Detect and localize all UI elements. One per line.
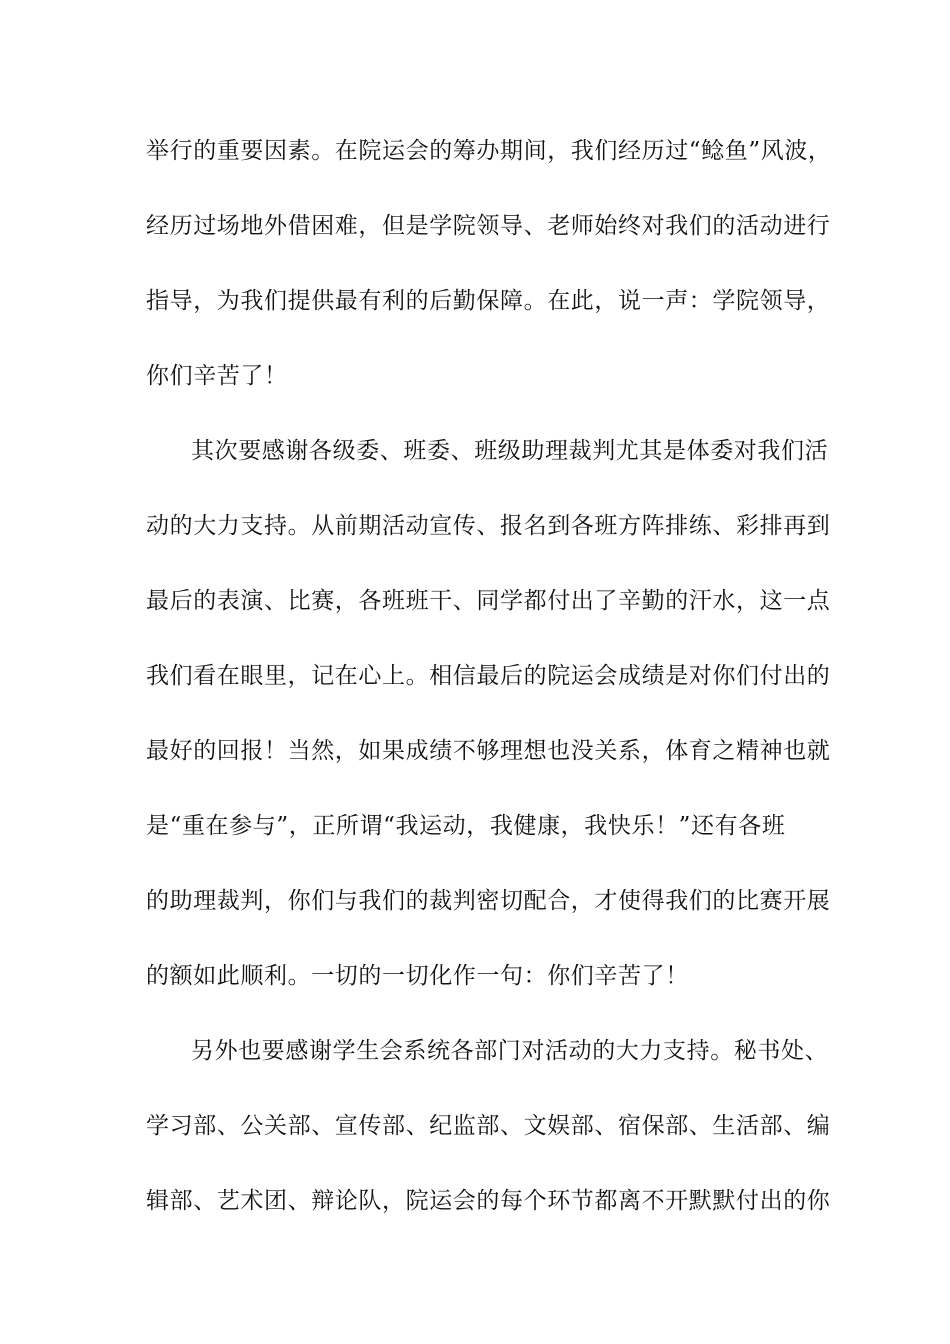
text-line: 最好的回报！当然，如果成绩不够理想也没关系，体育之精神也就 (146, 738, 831, 764)
text-line: 学习部、公关部、宣传部、纪监部、文娱部、宿保部、生活部、编 (146, 1113, 831, 1139)
paragraph-first-line: 其次要感谢各级委、班委、班级助理裁判尤其是体委对我们活 (191, 438, 829, 464)
text-line: 的额如此顺利。一切的一切化作一句：你们辛苦了！ (146, 963, 689, 989)
text-line: 的助理裁判，你们与我们的裁判密切配合，才使得我们的比赛开展 (146, 888, 831, 914)
text-line: 最后的表演、比赛，各班班干、同学都付出了辛勤的汗水，这一点 (146, 588, 831, 614)
paragraph-first-line: 另外也要感谢学生会系统各部门对活动的大力支持。秘书处、 (191, 1038, 829, 1064)
text-line: 我们看在眼里，记在心上。相信最后的院运会成绩是对你们付出的 (146, 663, 831, 689)
text-line: 经历过场地外借困难，但是学院领导、老师始终对我们的活动进行 (146, 213, 831, 239)
text-line: 指导，为我们提供最有利的后勤保障。在此，说一声：学院领导， (146, 288, 831, 314)
text-line: 举行的重要因素。在院运会的筹办期间，我们经历过“鲶鱼”风波， (146, 138, 832, 164)
text-line: 辑部、艺术团、辩论队，院运会的每个环节都离不开默默付出的你 (146, 1188, 831, 1214)
text-line: 动的大力支持。从前期活动宣传、报名到各班方阵排练、彩排再到 (146, 513, 831, 539)
text-line: 是“重在参与”，正所谓“我运动，我健康，我快乐！”还有各班 (146, 813, 786, 839)
text-line: 你们辛苦了！ (146, 363, 288, 389)
